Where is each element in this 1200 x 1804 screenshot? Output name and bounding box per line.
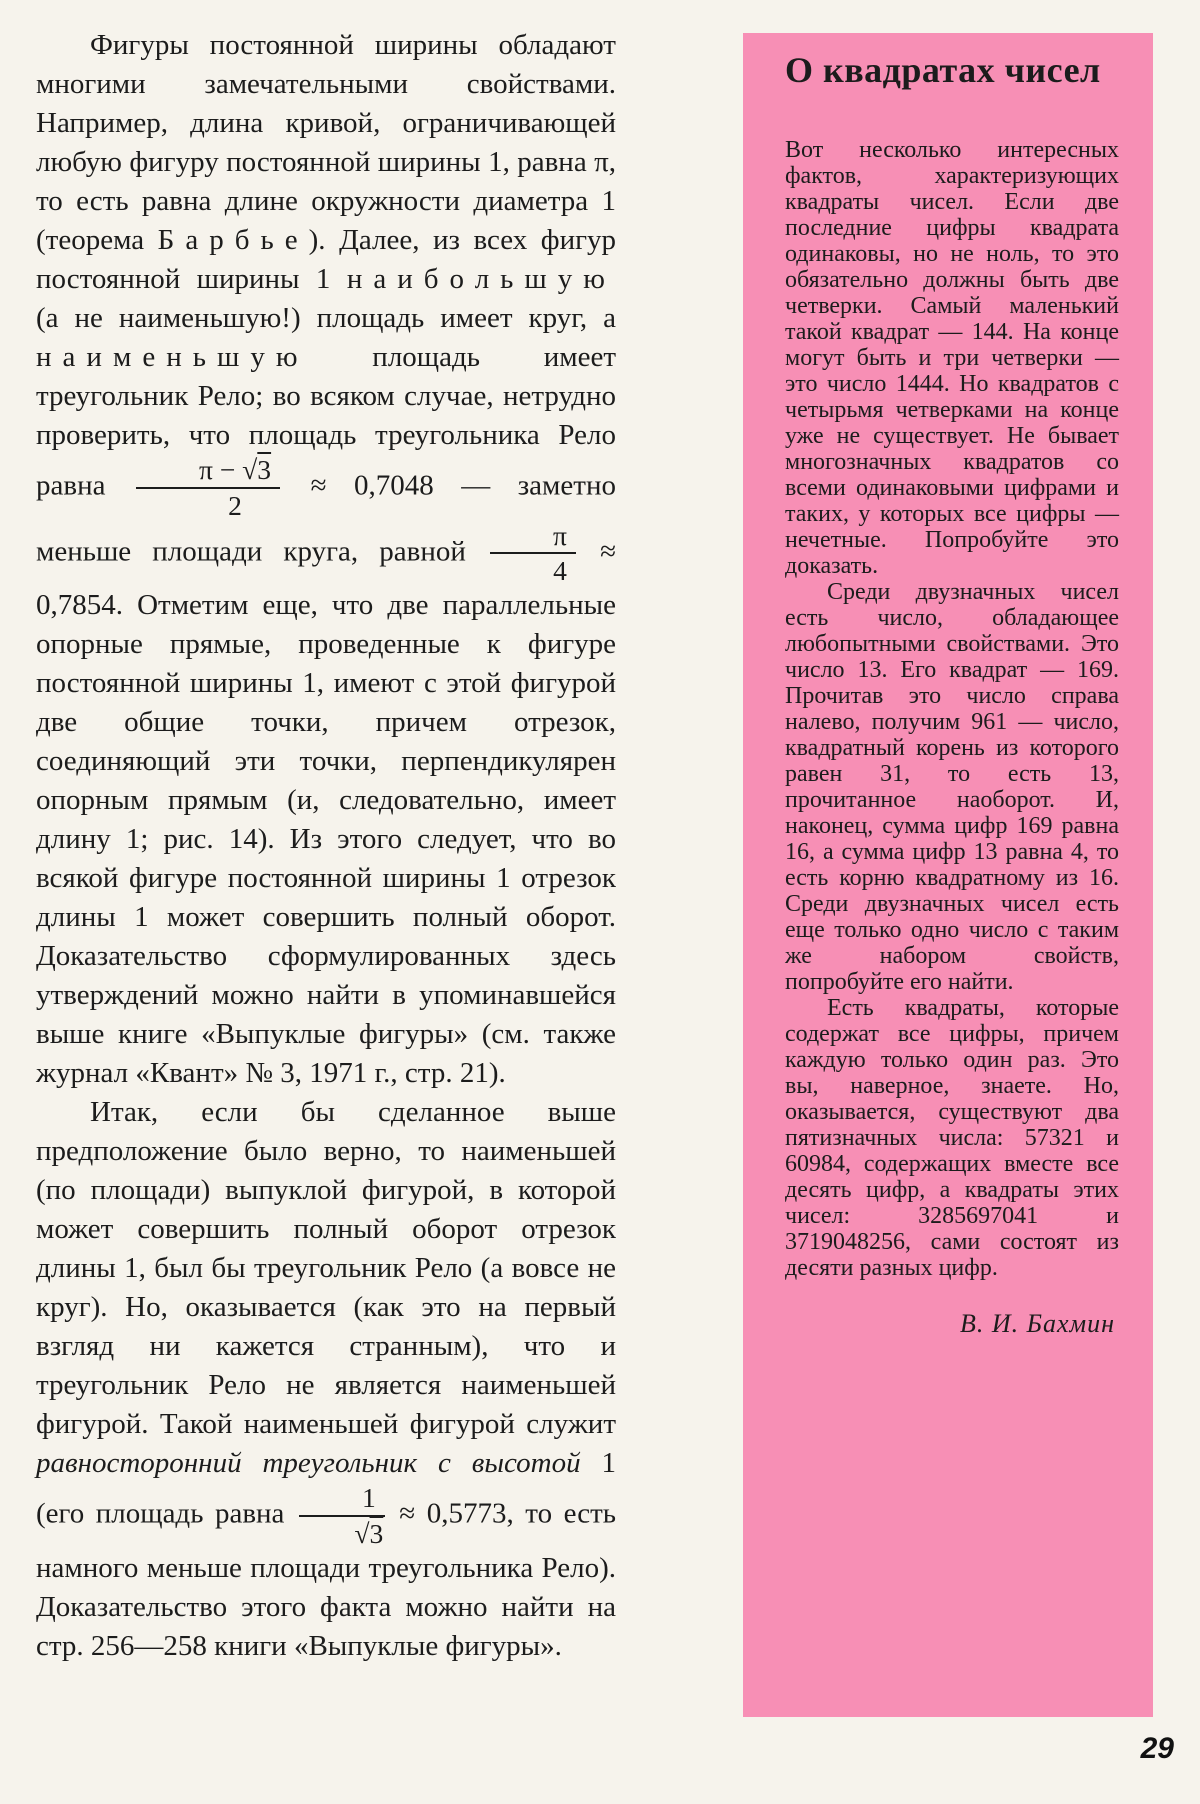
- text-run: Есть квадраты, которые содержат все цифры, причем каждую только один раз. Это вы, наверное, знаете. Но, оказывается, существуют два пятизначных числа: 57321 и 60984, содержащих вместе все десять цифр, а квадраты этих чисел: 3285697041 и 3719048256, сами состоят из десяти разных цифр.: [785, 995, 1119, 1281]
- text-run: Фигуры постоянной ширины обладают многими замечательными свойствами. Например, длина кривой, ограничивающей любую фигуру постоянной ширины 1, равна π, то есть равна длине окружности диаметра 1 (теорема: [36, 29, 616, 256]
- paragraph: [785, 137, 1119, 579]
- sidebar-body: [785, 137, 1119, 1281]
- text-run: Итак, если бы сделанное выше предположение было верно, то наименьшей (по площади) выпуклой фигурой, в которой может совершить полный оборот отрезок длины 1, был бы треугольник Рело (а вовсе не круг). Но, оказывается (как это на первый взгляд ни кажется странным), что и треугольник Рело не является наименьшей фигурой. Такой наименьшей фигурой служит: [36, 1096, 616, 1440]
- sidebar-box: [743, 33, 1153, 1717]
- text-run: наибольшую: [346, 263, 616, 295]
- text-run: (а не наименьшую!) площадь имеет круг, а: [36, 302, 616, 334]
- text-run: 1 (его площадь равна: [36, 1447, 617, 1530]
- math-fraction: $\frac{1}{√3}$: [296, 1483, 388, 1549]
- paragraph: [36, 26, 616, 1093]
- text-run: Среди двузначных чисел есть число, обладающее любопытными свойствами. Это число 13. Его квадрат — 169. Прочитав это число справа налево, получим 961 — число, квадратный корень из которого равен 31, то есть 13, прочитанное наоборот. И, наконец, сумма цифр 169 равна 16, а сумма цифр 13 равна 4, то есть корню квадратному из 16. Среди двузначных чисел есть еще только одно число с таким же набором свойств, попробуйте его найти.: [785, 579, 1119, 995]
- text-run: ≈ 0,7854. Отметим еще, что две параллельные опорные прямые, проведенные к фигуре постоянной ширины 1, имеют с этой фигурой две общие точки, причем отрезок, соединяющий эти точки, перпендикулярен опорным прямым (и, следовательно, имеет длину 1; рис. 14). Из этого следует, что во всякой фигуре постоянной ширины 1 отрезок длины 1 может совершить полный оборот. Доказательство сформулированных здесь утверждений можно найти в упоминавшейся выше книге «Выпуклые фигуры» (см. также журнал «Квант» № 3, 1971 г., стр. 21).: [36, 534, 616, 1089]
- page-number: 29: [1140, 1732, 1174, 1765]
- author-signature: В. И. Бахмин: [959, 1309, 1115, 1338]
- article-column: [36, 26, 616, 1666]
- text-run: площадь имеет треугольник Рело; во всяком случае, нетрудно проверить, что площадь треугольника Рело равна: [36, 341, 616, 502]
- text-run: ≈ 0,5773, то есть намного меньше площади треугольника Рело). Доказательство этого факта можно найти на стр. 256—258 книги «Выпуклые фигуры».: [36, 1497, 616, 1662]
- paragraph: [785, 995, 1119, 1281]
- text-run: ). Далее, из всех фигур постоянной ширины 1: [36, 224, 616, 295]
- text-run: наименьшую: [36, 341, 309, 373]
- text-run: ≈ 0,7048 — заметно меньше площади круга, равной: [36, 469, 616, 567]
- sidebar-title: О квадратах чисел: [785, 50, 1101, 90]
- text-run: равносторонний треугольник с высотой: [36, 1447, 581, 1479]
- math-fraction: $\frac{\pi - √3}{2}$: [133, 455, 283, 521]
- paragraph: [785, 579, 1119, 995]
- paragraph: [36, 1093, 616, 1666]
- text-run: Барбье: [157, 224, 309, 256]
- math-fraction: $\frac{\pi}{4}$: [487, 521, 579, 587]
- text-run: Вот несколько интересных фактов, характеризующих квадраты чисел. Если две последние цифры квадрата одинаковы, но не ноль, то это обязательно должны быть две четверки. Самый маленький такой квадрат — 144. На конце могут быть и три четверки — это число 1444. Но квадратов с четырьмя четверками на конце уже не существует. Не бывает многозначных квадратов со всеми одинаковыми цифрами и таких, у которых все цифры — нечетные. Попробуйте это доказать.: [785, 137, 1119, 579]
